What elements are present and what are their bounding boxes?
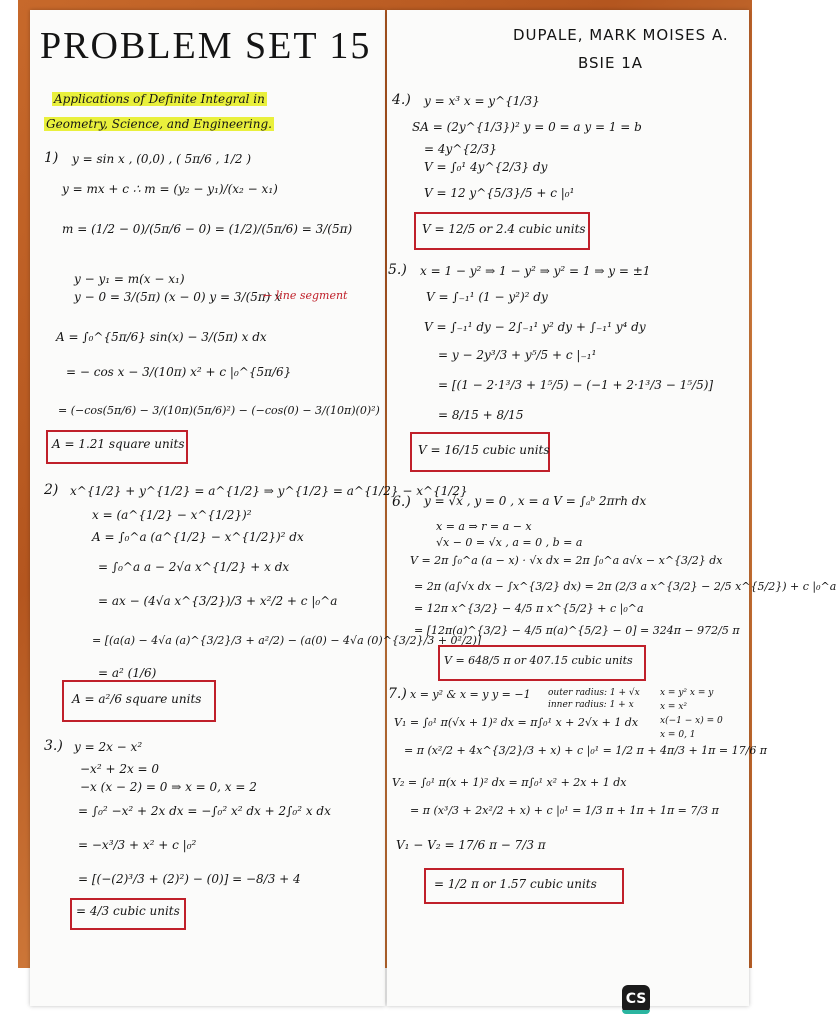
problem-2-line: x^{1/2} + y^{1/2} = a^{1/2} ⇒ y^{1/2} = a^{1/2} − x^{1/2} xyxy=(70,484,468,498)
problem-5-line: V = ∫₋₁¹ (1 − y²)² dy xyxy=(426,290,548,304)
problem-4-answer: V = 12/5 or 2.4 cubic units xyxy=(422,222,586,236)
problem-4-line: SA = (2y^{1/3})² y = 0 = a y = 1 = b xyxy=(412,120,642,134)
problem-7-side-note: x(−1 − x) = 0 xyxy=(660,716,723,726)
problem-6-line: x = a ⇒ r = a − x xyxy=(436,520,532,533)
problem-7-line: = π (x³/3 + 2x²/2 + x) + c |₀¹ = 1/3 π + 1π + 1π = 7/3 π xyxy=(410,804,719,817)
problem-3-number: 3.) xyxy=(44,738,63,754)
problem-1-line: y = mx + c ∴ m = (y₂ − y₁)/(x₂ − x₁) xyxy=(62,182,278,196)
camscanner-logo: CS xyxy=(622,985,650,1013)
problem-3-line: −x² + 2x = 0 xyxy=(80,762,160,776)
problem-7-line: V₁ − V₂ = 17/6 π − 7/3 π xyxy=(396,838,546,852)
problem-1-line: y − 0 = 3/(5π) (x − 0) y = 3/(5π) x xyxy=(74,290,282,304)
problem-1-line: y − y₁ = m(x − x₁) xyxy=(74,272,185,286)
problem-6-line: √x − 0 = √x , a = 0 , b = a xyxy=(436,536,583,549)
problem-7-side-note: x = x² xyxy=(660,702,688,712)
problem-6-answer: V = 648/5 π or 407.15 cubic units xyxy=(444,654,633,667)
problem-4-line: y = x³ x = y^{1/3} xyxy=(424,94,540,108)
problem-1-line: = − cos x − 3/(10π) x² + c |₀^{5π/6} xyxy=(66,365,292,379)
problem-7-line: x = y² & x = y y = −1 xyxy=(410,688,531,701)
problem-6-number: 6.) xyxy=(392,494,411,510)
problem-2-line: = ∫₀^a a − 2√a x^{1/2} + x dx xyxy=(98,560,290,574)
problem-3-line: −x (x − 2) = 0 ⇒ x = 0, x = 2 xyxy=(80,780,257,794)
problem-1-line: A = ∫₀^{5π/6} sin(x) − 3/(5π) x dx xyxy=(56,330,267,344)
problem-2-line: A = ∫₀^a (a^{1/2} − x^{1/2})² dx xyxy=(92,530,304,544)
author-name: DUPALE, MARK MOISES A. xyxy=(513,26,729,44)
problem-4-line: V = 12 y^{5/3}/5 + c |₀¹ xyxy=(424,186,575,200)
problem-6-line: = [12π(a)^{3/2} − 4/5 π(a)^{5/2} − 0] = 324π − 972/5 π xyxy=(414,624,740,637)
problem-7-side-note: outer radius: 1 + √x xyxy=(548,688,640,698)
problem-3-line: y = 2x − x² xyxy=(74,740,143,754)
problem-7-side-note: inner radius: 1 + x xyxy=(548,700,634,710)
problem-5-number: 5.) xyxy=(388,262,407,278)
problem-5-line: = 8/15 + 8/15 xyxy=(438,408,524,422)
problem-3-line: = −x³/3 + x² + c |₀² xyxy=(78,838,197,852)
problem-4-number: 4.) xyxy=(392,92,411,108)
problem-6-line: = 2π (a∫√x dx − ∫x^{3/2} dx) = 2π (2/3 a x^{3/2} − 2/5 x^{5/2}) + c |₀^a xyxy=(414,580,836,593)
problem-5-line: V = ∫₋₁¹ dy − 2∫₋₁¹ y² dy + ∫₋₁¹ y⁴ dy xyxy=(424,320,646,334)
problem-4-line: = 4y^{2/3} xyxy=(424,142,497,156)
problem-6-line: y = √x , y = 0 , x = a V = ∫ₐᵇ 2πrh dx xyxy=(424,494,647,508)
problem-1-line: = (−cos(5π/6) − 3/(10π)(5π/6)²) − (−cos(0) − 3/(10π)(0)²) xyxy=(58,404,380,417)
problem-7-line: = π (x²/2 + 4x^{3/2}/3 + x) + c |₀¹ = 1/2 π + 4π/3 + 1π = 17/6 π xyxy=(404,744,768,757)
problem-2-answer: A = a²/6 square units xyxy=(72,692,202,706)
problem-5-line: = [(1 − 2·1³/3 + 1⁵/5) − (−1 + 2·1³/3 − 1⁵/5)] xyxy=(438,378,714,392)
line-segment-note: ← line segment xyxy=(263,289,348,302)
problem-3-answer: = 4/3 cubic units xyxy=(76,904,180,918)
problem-6-line: V = 2π ∫₀^a (a − x) · √x dx = 2π ∫₀^a a√x − x^{3/2} dx xyxy=(410,554,723,567)
problem-2-line: = ax − (4√a x^{3/2})/3 + x²/2 + c |₀^a xyxy=(98,594,338,608)
problem-4-line: V = ∫₀¹ 4y^{2/3} dy xyxy=(424,160,548,174)
problem-2-line: x = (a^{1/2} − x^{1/2})² xyxy=(92,508,252,522)
problem-2-line: = a² (1/6) xyxy=(98,666,157,680)
page-title: PROBLEM SET 15 xyxy=(40,25,372,67)
heading-line-1: Applications of Definite Integral in xyxy=(54,92,265,106)
problem-5-line: = y − 2y³/3 + y⁵/5 + c |₋₁¹ xyxy=(438,348,597,362)
course-label: BSIE 1A xyxy=(578,54,644,72)
problem-3-line: = [(−(2)³/3 + (2)²) − (0)] = −8/3 + 4 xyxy=(78,872,301,886)
problem-7-side-note: x = 0, 1 xyxy=(660,730,696,740)
problem-6-line: = 12π x^{3/2} − 4/5 π x^{5/2} + c |₀^a xyxy=(414,602,644,615)
heading-line-2: Geometry, Science, and Engineering. xyxy=(46,117,272,131)
problem-3-line: = ∫₀² −x² + 2x dx = −∫₀² x² dx + 2∫₀² x dx xyxy=(78,804,331,818)
problem-7-side-note: x = y² x = y xyxy=(660,688,714,698)
problem-7-number: 7.) xyxy=(388,686,407,702)
logo-accent xyxy=(622,1010,650,1014)
problem-2-number: 2) xyxy=(44,482,59,498)
problem-5-line: x = 1 − y² ⇒ 1 − y² ⇒ y² = 1 ⇒ y = ±1 xyxy=(420,264,651,278)
problem-1-answer: A = 1.21 square units xyxy=(52,437,185,451)
problem-1-line: m = (1/2 − 0)/(5π/6 − 0) = (1/2)/(5π/6) = 3/(5π) xyxy=(62,222,353,236)
problem-1-number: 1) xyxy=(44,150,59,166)
problem-7-line: V₂ = ∫₀¹ π(x + 1)² dx = π∫₀¹ x² + 2x + 1 dx xyxy=(392,776,627,789)
problem-1-line: y = sin x , (0,0) , ( 5π/6 , 1/2 ) xyxy=(72,152,252,166)
problem-2-line: = [(a(a) − 4√a (a)^{3/2}/3 + a²/2) − (a(0) − 4√a (0)^{3/2}/3 + 0²/2)] xyxy=(92,634,482,647)
problem-7-answer: = 1/2 π or 1.57 cubic units xyxy=(434,877,597,891)
problem-5-answer: V = 16/15 cubic units xyxy=(418,443,550,457)
problem-7-line: V₁ = ∫₀¹ π(√x + 1)² dx = π∫₀¹ x + 2√x + 1 dx xyxy=(394,716,639,729)
